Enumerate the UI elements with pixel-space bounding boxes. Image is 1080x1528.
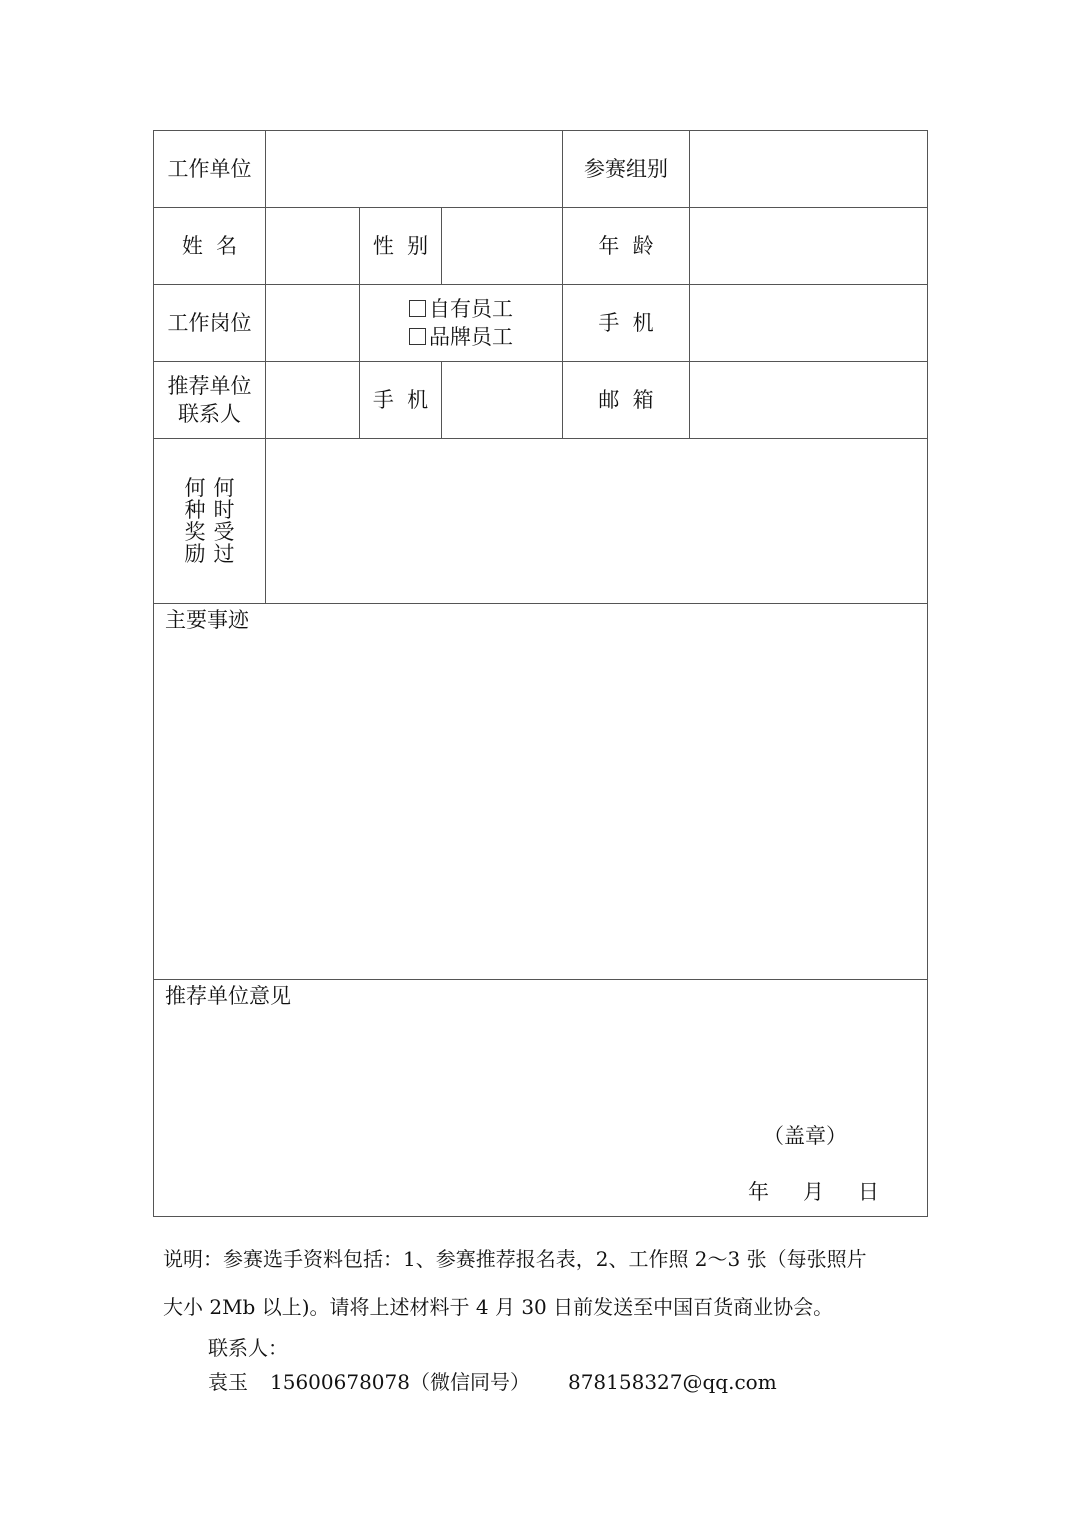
work-unit-field[interactable]: [266, 131, 563, 208]
contact-info: [208, 1331, 777, 1399]
contact-title: 联系人：: [208, 1336, 288, 1360]
contact-label-line2: 联系人: [178, 402, 241, 426]
position-field[interactable]: [266, 285, 360, 362]
award-char: 何: [213, 476, 235, 500]
mobile-field[interactable]: [690, 285, 928, 362]
contact-label-line1: 推荐单位: [167, 374, 252, 398]
contact-line: [208, 1365, 777, 1399]
seal-label: （盖章）: [763, 1124, 848, 1148]
notes: [163, 1235, 933, 1331]
notes-line-2: 大小 2Mb 以上)。请将上述材料于 4 月 30 日前发送至中国百货商业协会。: [163, 1295, 834, 1319]
work-unit-label: 工作单位: [154, 131, 266, 208]
contact-phone: 15600678078（微信同号）: [270, 1370, 530, 1394]
mobile-label: 手 机: [563, 285, 690, 362]
position-label: 工作岗位: [154, 285, 266, 362]
gender-field[interactable]: [442, 208, 563, 285]
contact-person-label: [154, 362, 266, 439]
contact-person-field[interactable]: [266, 362, 360, 439]
email-label: 邮 箱: [563, 362, 690, 439]
main-deeds-label: 主要事迹: [165, 608, 249, 632]
award-char: 奖: [184, 520, 206, 544]
date-year: 年: [748, 1180, 770, 1204]
option-brand-label: 品牌员工: [429, 325, 513, 349]
contact-mobile-field[interactable]: [442, 362, 563, 439]
notes-line-1: 说明：参赛选手资料包括：1、参赛推荐报名表，2、工作照 2～3 张（每张照片: [163, 1247, 867, 1271]
checkbox-own[interactable]: [409, 300, 426, 317]
date-line: [748, 1178, 879, 1206]
date-day: 日: [858, 1180, 880, 1204]
age-label: 年 龄: [563, 208, 690, 285]
award-field[interactable]: [266, 439, 928, 604]
opinion-label: 推荐单位意见: [165, 984, 291, 1008]
award-char: 受: [213, 520, 235, 544]
option-own-label: 自有员工: [429, 297, 513, 321]
contact-email[interactable]: 878158327@qq.com: [567, 1370, 777, 1394]
contact-mobile-label: 手 机: [360, 362, 442, 439]
email-field[interactable]: [690, 362, 928, 439]
gender-label: 性 别: [360, 208, 442, 285]
name-label: 姓 名: [154, 208, 266, 285]
group-label: 参赛组别: [563, 131, 690, 208]
main-deeds-field[interactable]: [154, 604, 928, 980]
award-char: 时: [213, 498, 235, 522]
age-field[interactable]: [690, 208, 928, 285]
award-char: 励: [184, 542, 206, 566]
award-char: 过: [213, 542, 235, 566]
date-month: 月: [803, 1180, 825, 1204]
checkbox-brand[interactable]: [409, 328, 426, 345]
name-field[interactable]: [266, 208, 360, 285]
group-field[interactable]: [690, 131, 928, 208]
employee-type-cell: [360, 285, 563, 362]
contact-name: 袁玉: [208, 1370, 248, 1394]
registration-form-table: [153, 130, 928, 1217]
award-char: 何: [184, 476, 206, 500]
award-label: [154, 439, 266, 604]
recommendation-opinion-field[interactable]: [154, 980, 928, 1217]
option-own-employee[interactable]: [360, 295, 562, 323]
option-brand-employee[interactable]: [360, 323, 562, 351]
award-char: 种: [184, 498, 206, 522]
